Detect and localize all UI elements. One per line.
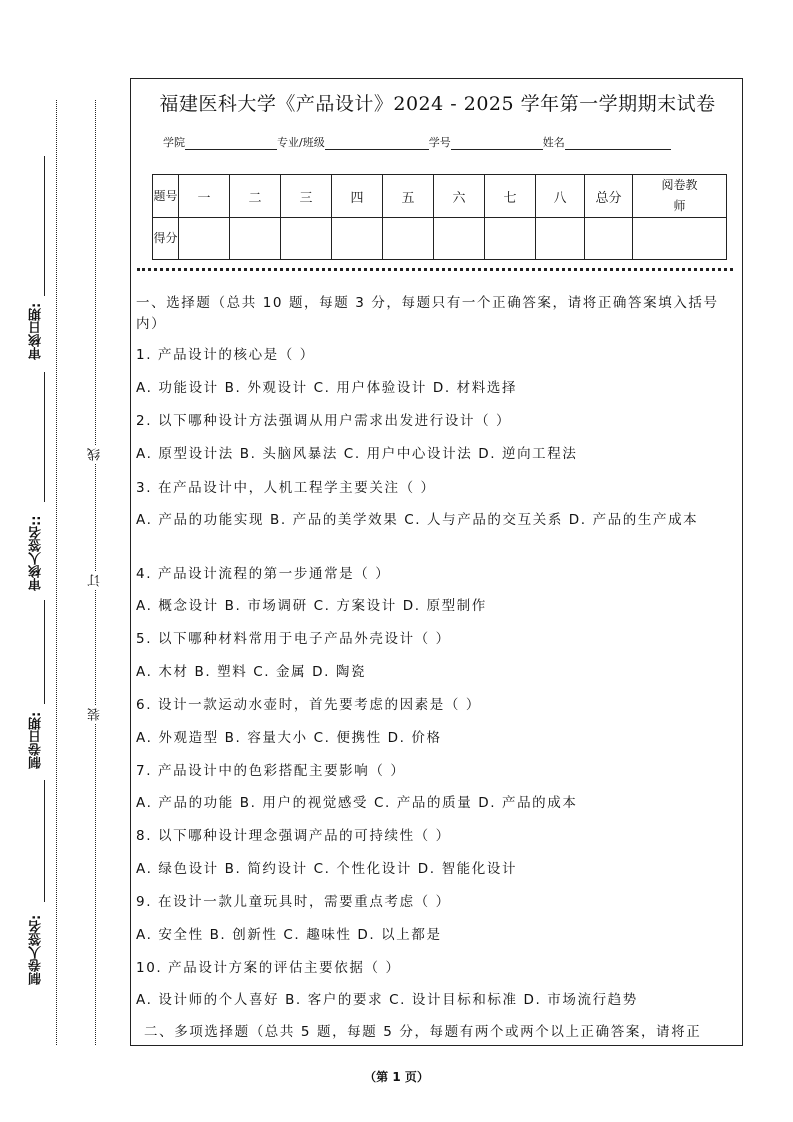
exam-title: 福建医科大学《产品设计》2024 - 2025 学年第一学期期末试卷 <box>159 93 716 115</box>
score-cell[interactable] <box>332 218 383 260</box>
score-col-6: 六 <box>434 175 485 218</box>
name-label: 姓名 <box>542 136 565 149</box>
question-8-options: A. 绿色设计 B. 简约设计 C. 个性化设计 D. 智能化设计 <box>136 861 518 877</box>
section1-heading: 一、选择题（总共 10 题，每题 3 分，每题只有一个正确答案，请将正确答案填入括号内） <box>136 295 719 332</box>
question-9-options: A. 安全性 B. 创新性 C. 趣味性 D. 以上都是 <box>136 927 442 943</box>
question-3-options: A. 产品的功能实现 B. 产品的美学效果 C. 人与产品的交互关系 D. 产品的生产成本 <box>136 512 699 528</box>
score-table-header-question-no: 题号 <box>153 175 179 218</box>
major-class-label: 专业/班级 <box>277 136 325 149</box>
reviewer-signature-line <box>44 372 45 502</box>
question-1: 1. 产品设计的核心是（ ） <box>136 347 315 363</box>
binding-dotted-line-outer <box>56 100 57 1045</box>
page-number: （第 1 页） <box>364 1070 429 1084</box>
score-cell[interactable] <box>281 218 332 260</box>
question-7-options: A. 产品的功能 B. 用户的视觉感受 C. 产品的质量 D. 产品的成本 <box>136 795 578 811</box>
reviewer-signature-label: 审核人签名:: <box>29 515 44 591</box>
score-col-reviewer: 阅卷教师 <box>633 175 727 218</box>
score-col-2: 二 <box>230 175 281 218</box>
question-4-options: A. 概念设计 B. 市场调研 C. 方案设计 D. 原型制作 <box>136 598 487 614</box>
question-2: 2. 以下哪种设计方法强调从用户需求出发进行设计（ ） <box>136 413 512 429</box>
score-cell-total[interactable] <box>585 218 633 260</box>
question-6-options: A. 外观造型 B. 容量大小 C. 便携性 D. 价格 <box>136 730 442 746</box>
paper-maker-signature-label: 制卷人签名: <box>29 914 44 985</box>
score-cell[interactable] <box>383 218 434 260</box>
score-cell[interactable] <box>230 218 281 260</box>
review-date-line <box>44 156 45 296</box>
paper-date-label: 制卷日期: <box>29 711 44 769</box>
score-col-4: 四 <box>332 175 383 218</box>
name-blank[interactable] <box>565 136 671 150</box>
score-col-1: 一 <box>179 175 230 218</box>
question-5-options: A. 木材 B. 塑料 C. 金属 D. 陶瓷 <box>136 664 367 680</box>
score-col-8: 八 <box>536 175 585 218</box>
binding-char-zhuang: 装 <box>88 708 103 721</box>
score-cell[interactable] <box>434 218 485 260</box>
score-col-5: 五 <box>383 175 434 218</box>
exam-frame <box>130 78 743 1046</box>
question-2-options: A. 原型设计法 B. 头脑风暴法 C. 用户中心设计法 D. 逆向工程法 <box>136 446 578 462</box>
score-table <box>152 174 727 260</box>
question-4: 4. 产品设计流程的第一步通常是（ ） <box>136 566 391 582</box>
question-10: 10. 产品设计方案的评估主要依据（ ） <box>136 960 401 976</box>
review-date-label: 审核日期: <box>29 302 44 360</box>
question-3: 3. 在产品设计中，人机工程学主要关注（ ） <box>136 480 436 496</box>
paper-date-line <box>44 600 45 704</box>
score-col-7: 七 <box>485 175 536 218</box>
paper-maker-signature-line <box>44 780 45 902</box>
college-label: 学院 <box>163 136 185 149</box>
score-cell[interactable] <box>485 218 536 260</box>
score-cell[interactable] <box>536 218 585 260</box>
major-class-blank[interactable] <box>325 136 429 150</box>
question-8: 8. 以下哪种设计理念强调产品的可持续性（ ） <box>136 828 451 844</box>
score-col-3: 三 <box>281 175 332 218</box>
student-info-row <box>163 134 671 150</box>
score-col-total: 总分 <box>585 175 633 218</box>
question-6: 6. 设计一款运动水壶时，首先要考虑的因素是（ ） <box>136 697 481 713</box>
student-id-blank[interactable] <box>451 136 543 150</box>
question-9: 9. 在设计一款儿童玩具时，需要重点考虑（ ） <box>136 894 451 910</box>
score-cell[interactable] <box>179 218 230 260</box>
header-separator <box>137 268 733 271</box>
question-7: 7. 产品设计中的色彩搭配主要影响（ ） <box>136 763 406 779</box>
binding-char-ding: 订 <box>88 574 103 587</box>
score-cell-reviewer[interactable] <box>633 218 727 260</box>
student-id-label: 学号 <box>428 136 451 149</box>
section2-heading: 二、多项选择题（总共 5 题，每题 5 分，每题有两个或两个以上正确答案，请将正 <box>144 1024 702 1040</box>
question-1-options: A. 功能设计 B. 外观设计 C. 用户体验设计 D. 材料选择 <box>136 380 518 396</box>
binding-char-xian: 线 <box>88 448 103 461</box>
college-blank[interactable] <box>185 136 277 150</box>
question-10-options: A. 设计师的个人喜好 B. 客户的要求 C. 设计目标和标准 D. 市场流行趋势 <box>136 992 638 1008</box>
question-5: 5. 以下哪种材料常用于电子产品外壳设计（ ） <box>136 631 451 647</box>
score-table-row-label-score: 得分 <box>153 218 179 260</box>
